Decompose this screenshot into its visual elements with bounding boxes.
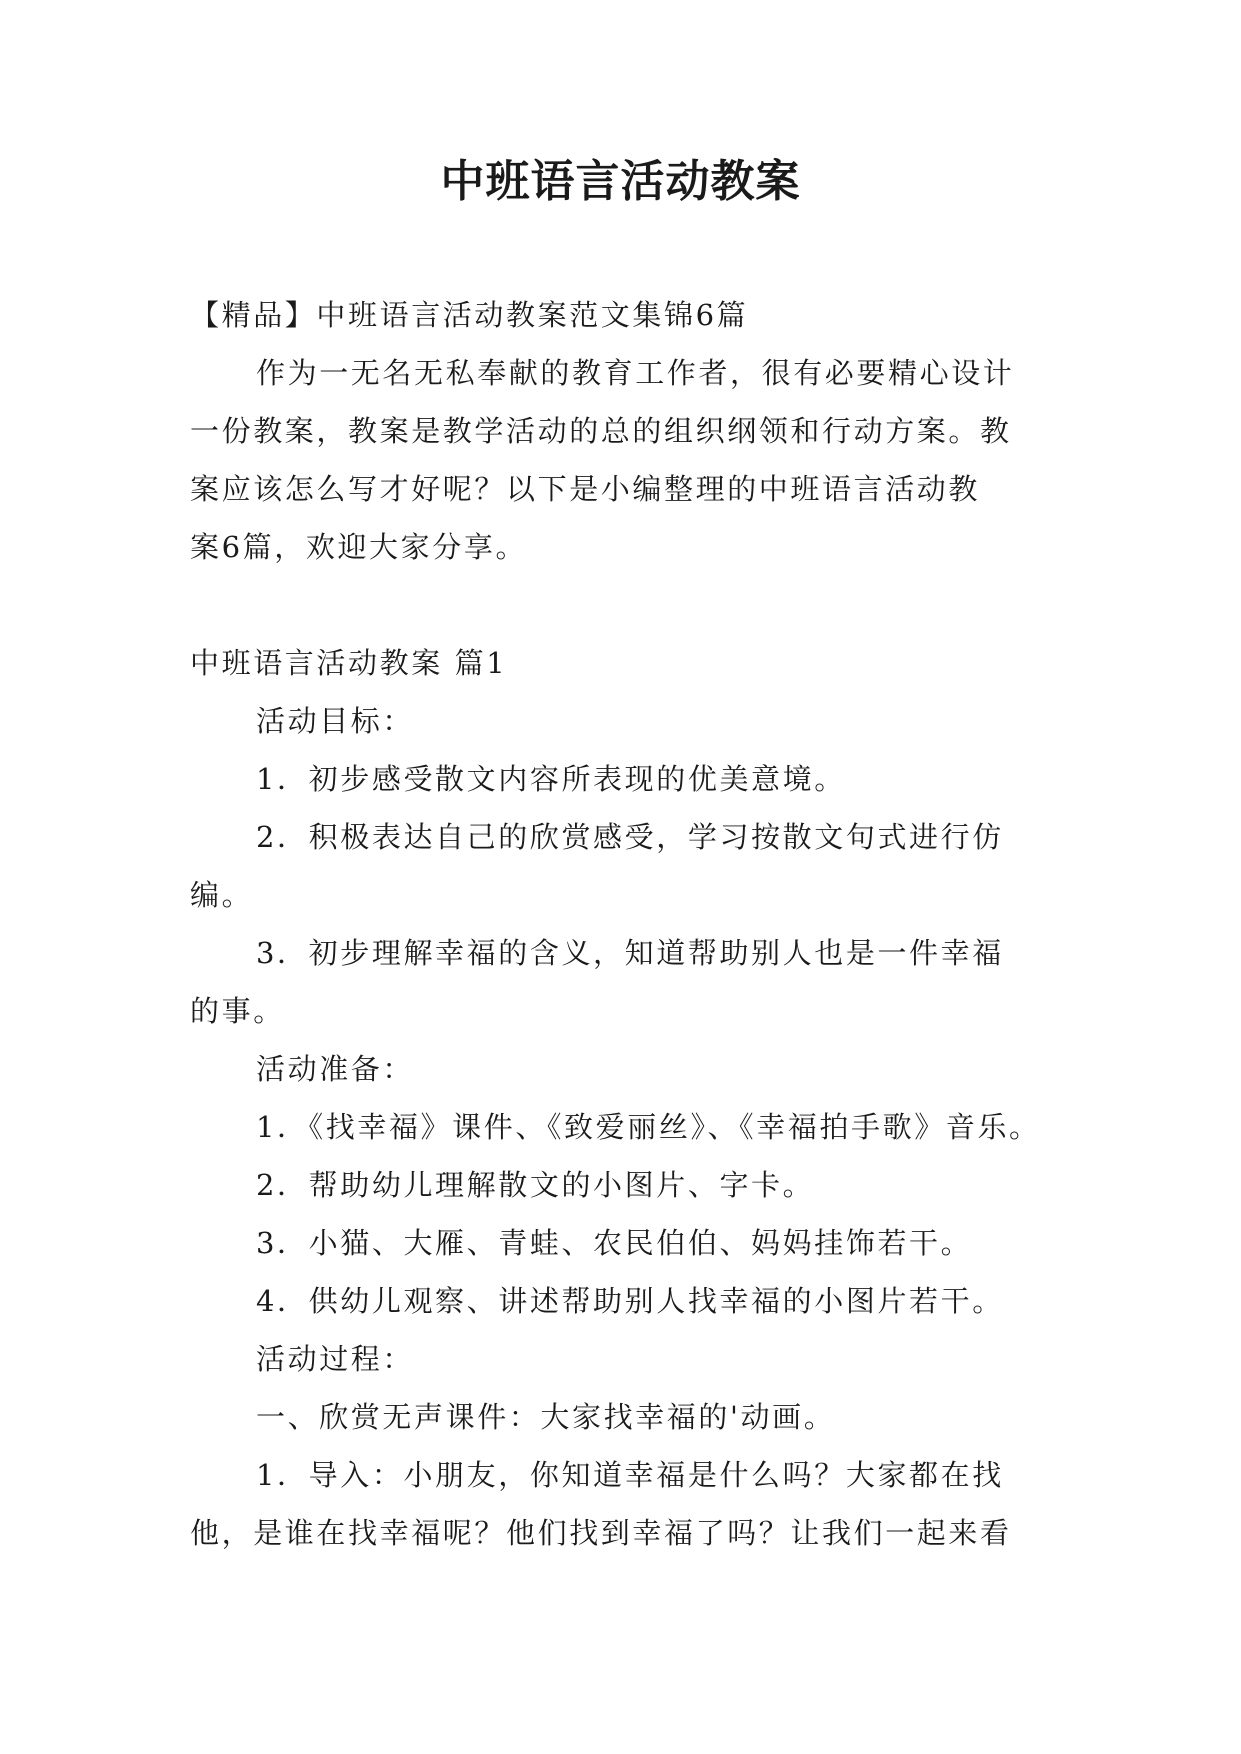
subsection-heading: 活动准备： [256, 1052, 415, 1086]
list-item: 1．初步感受散文内容所表现的优美意境。 [256, 762, 846, 796]
list-item-continuation: 的事。 [190, 994, 285, 1028]
intro-paragraph-line: 作为一无名无私奉献的教育工作者，很有必要精心设计 [256, 356, 1015, 390]
subtitle-line: 【精品】中班语言活动教案范文集锦6篇 [190, 298, 749, 332]
intro-paragraph-line: 案6篇，欢迎大家分享。 [190, 530, 528, 564]
document-title: 中班语言活动教案 [440, 156, 801, 207]
step-heading: 一、欣赏无声课件：大家找幸福的'动画。 [256, 1400, 836, 1434]
intro-paragraph-line: 案应该怎么写才好呢？以下是小编整理的中班语言活动教 [190, 472, 981, 506]
paragraph-spacer [190, 576, 1070, 634]
list-item: 2．帮助幼儿理解散文的小图片、字卡。 [256, 1168, 815, 1202]
list-item: 4．供幼儿观察、讲述帮助别人找幸福的小图片若干。 [256, 1284, 1004, 1318]
list-item: 3．初步理解幸福的含义，知道帮助别人也是一件幸福 [256, 936, 1004, 970]
list-item-continuation: 他，是谁在找幸福呢？他们找到幸福了吗？让我们一起来看 [190, 1516, 1012, 1550]
list-item: 3．小猫、大雁、青蛙、农民伯伯、妈妈挂饰若干。 [256, 1226, 973, 1260]
subsection-heading: 活动过程： [256, 1342, 415, 1376]
list-item: 1．《找幸福》课件、《致爱丽丝》、《幸福拍手歌》音乐。 [256, 1110, 1041, 1144]
list-item-continuation: 编。 [190, 878, 254, 912]
document-body [190, 286, 1070, 1562]
intro-paragraph-line: 一份教案，教案是教学活动的总的组织纲领和行动方案。教 [190, 414, 1012, 448]
list-item: 2．积极表达自己的欣赏感受，学习按散文句式进行仿 [256, 820, 1004, 854]
section-heading: 中班语言活动教案 篇1 [190, 646, 508, 680]
list-item: 1．导入：小朋友，你知道幸福是什么吗？大家都在找 [256, 1458, 1004, 1492]
subsection-heading: 活动目标： [256, 704, 415, 738]
